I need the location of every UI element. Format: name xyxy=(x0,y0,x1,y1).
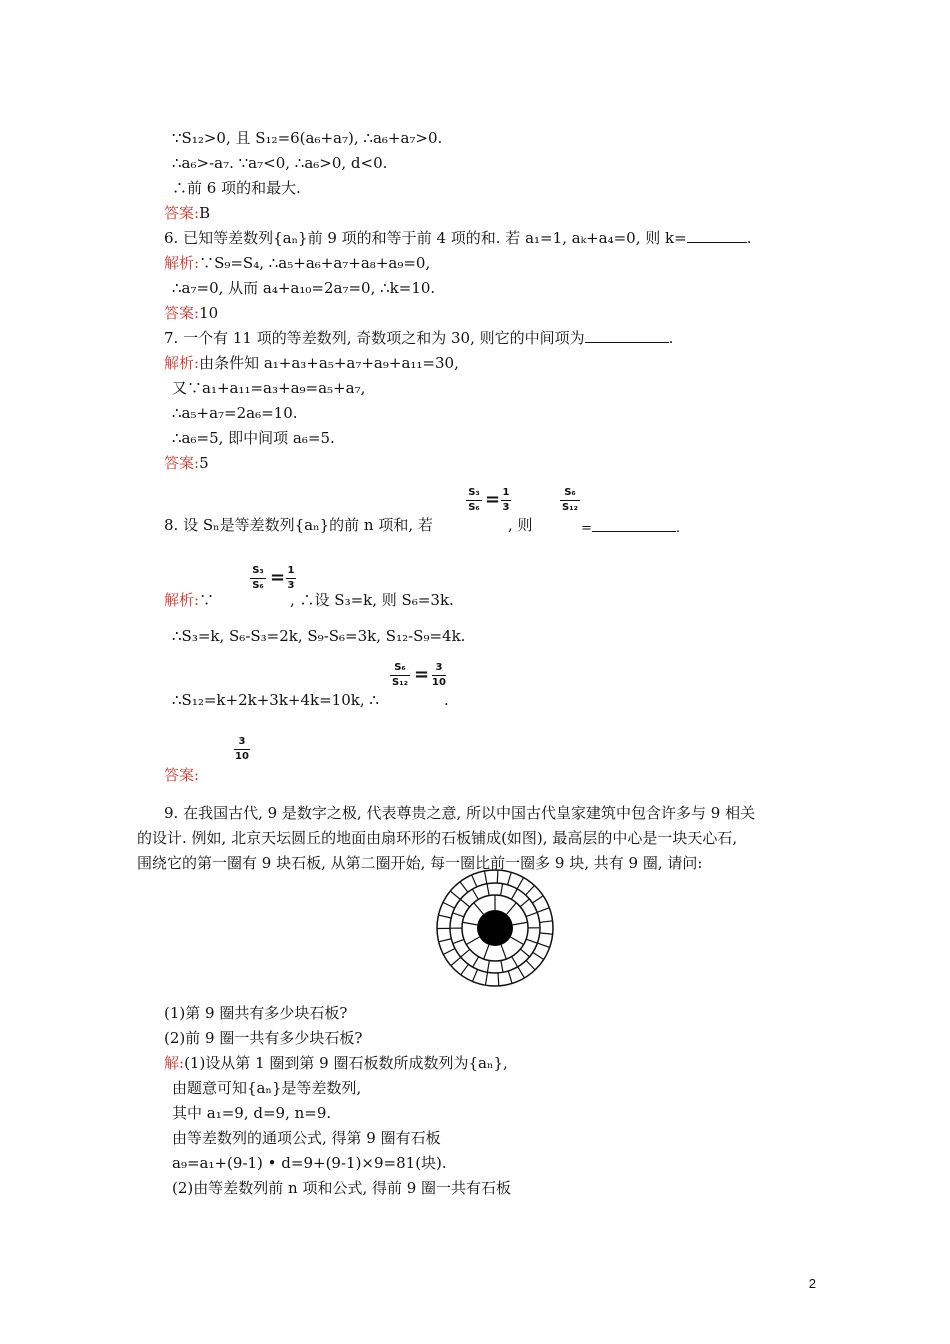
slab-divider-ring-3 xyxy=(537,943,549,947)
slab-divider-ring-3 xyxy=(439,939,452,942)
equals-sign: = xyxy=(414,664,430,685)
slab-divider-ring-3 xyxy=(517,878,523,889)
question-6 xyxy=(164,228,751,248)
solution-text: 由条件知 a₁+a₃+a₅+a₇+a₉+a₁₁=30, xyxy=(199,354,459,372)
slab-divider-ring-3 xyxy=(508,872,512,884)
slab-divider-ring-3 xyxy=(460,882,468,892)
solution-line: , ∴设 S₃=k, 则 S₆=3k. xyxy=(290,591,454,609)
slab-divider-ring-3 xyxy=(540,933,553,934)
slab-divider-ring-2 xyxy=(512,957,518,967)
solution-text: ∵S₉=S₄, ∴a₅+a₆+a₇+a₈+a₉=0, xyxy=(199,254,431,272)
slab-divider-ring-1 xyxy=(507,903,517,914)
answer-blank xyxy=(592,517,676,532)
answer-blank xyxy=(687,228,747,243)
fraction-s3-s6: S₃ S₆ xyxy=(466,487,482,514)
solution-line: a₉=a₁+(9-1) • d=9+(9-1)×9=81(块). xyxy=(172,1154,447,1172)
answer-label: 答案: xyxy=(164,204,200,222)
solution-line: 由题意可知{aₙ}是等差数列, xyxy=(172,1079,362,1097)
slab-divider-ring-3 xyxy=(472,969,477,981)
fraction-one-third: 1 3 xyxy=(502,487,510,513)
slab-divider-ring-2 xyxy=(526,912,537,916)
slab-divider-ring-3 xyxy=(526,885,535,895)
slab-divider-ring-3 xyxy=(540,921,553,923)
solution-line: ∴a₆>-a₇. ∵a₇<0, ∴a₆>0, d<0. xyxy=(172,154,388,172)
question-answer xyxy=(581,517,680,539)
slab-divider-ring-3 xyxy=(451,957,461,965)
slab-divider-ring-3 xyxy=(450,891,460,899)
question-text: 7. 一个有 11 项的等差数列, 奇数项之和为 30, 则它的中间项为 xyxy=(164,329,585,347)
slab-divider-ring-2 xyxy=(501,960,503,972)
slab-divider-ring-1 xyxy=(501,945,506,959)
question-text: , 则 xyxy=(508,516,533,534)
slab-divider-ring-3 xyxy=(472,875,477,887)
solution-text: (1)设从第 1 圈到第 9 圈石板数所成数列为{aₙ}, xyxy=(184,1054,508,1072)
solution-line: ∵S₁₂>0, 且 S₁₂=6(a₆+a₇), ∴a₆+a₇>0. xyxy=(172,129,443,147)
solution-label: 解析: xyxy=(164,254,200,272)
slab-divider-ring-3 xyxy=(497,870,498,883)
slab-divider-ring-3 xyxy=(532,896,543,903)
answer-line xyxy=(164,303,218,323)
slab-divider-ring-2 xyxy=(453,913,464,917)
solution-label: 解: xyxy=(164,1054,185,1072)
slab-divider-ring-2 xyxy=(487,961,489,973)
solution-label: 解析: xyxy=(164,591,200,609)
answer-line xyxy=(164,203,210,223)
slab-divider-ring-2 xyxy=(460,899,469,907)
slab-divider-ring-3 xyxy=(443,902,455,908)
equals-sign: = xyxy=(485,489,501,510)
solution-line: 由等差数列的通项公式, 得第 9 圈有石板 xyxy=(172,1129,441,1147)
slab-divider-ring-3 xyxy=(484,871,486,884)
slab-divider-ring-2 xyxy=(487,884,489,896)
solution-text: ∵ xyxy=(199,591,215,609)
slab-divider-ring-2 xyxy=(473,957,479,967)
fraction-s6-s12: S₆ S₁₂ xyxy=(390,662,410,689)
solution-line: ∴S₁₂=k+2k+3k+4k=10k, ∴ xyxy=(172,691,379,709)
slab-divider-ring-1 xyxy=(511,937,524,945)
equals-sign: = xyxy=(270,567,286,588)
sub-question: (1)第 9 圈共有多少块石板? xyxy=(164,1004,348,1022)
stone-disc-figure xyxy=(430,868,560,988)
question-7 xyxy=(164,328,673,348)
question-9-line: 的设计. 例如, 北京天坛圆丘的地面由扇环形的石板铺成(如图), 最高层的中心是一块天心石, xyxy=(137,829,738,847)
fraction-one-third: 1 3 xyxy=(287,565,295,591)
page-number: 2 xyxy=(808,1276,816,1291)
slab-divider-ring-2 xyxy=(501,884,503,896)
solution-line xyxy=(164,253,430,273)
answer-value: 5 xyxy=(199,454,209,472)
slab-divider-ring-1 xyxy=(484,945,489,959)
slab-divider-ring-3 xyxy=(533,952,544,959)
slab-divider-ring-1 xyxy=(513,922,528,925)
solution-line: ∴a₆=5, 即中间项 a₆=5. xyxy=(172,429,335,447)
solution-label: 解析: xyxy=(164,354,200,372)
solution-line: (2)由等差数列前 n 项和公式, 得前 9 圈一共有石板 xyxy=(172,1179,512,1197)
solution-line: 其中 a₁=9, d=9, n=9. xyxy=(172,1104,332,1122)
slab-divider-ring-2 xyxy=(453,939,464,943)
fraction-three-tenths: 3 10 xyxy=(432,662,446,688)
equals-sign: = xyxy=(581,521,592,536)
slab-divider-ring-2 xyxy=(526,939,537,943)
slab-divider-ring-1 xyxy=(474,903,484,914)
solution-line xyxy=(164,590,214,610)
answer-label: 答案: xyxy=(164,454,200,472)
answer-label: 答案: xyxy=(164,304,200,322)
punct: . xyxy=(668,329,674,347)
slab-divider-ring-3 xyxy=(461,964,469,974)
slab-divider-ring-1 xyxy=(466,937,479,945)
sub-question: (2)前 9 圈一共有多少块石板? xyxy=(164,1029,363,1047)
slab-divider-ring-3 xyxy=(526,960,535,969)
fraction-three-tenths: 3 10 xyxy=(235,736,249,762)
slab-divider-ring-2 xyxy=(520,899,529,907)
answer-blank xyxy=(585,328,669,343)
solution-line: ∴a₇=0, 从而 a₄+a₁₀=2a₇=0, ∴k=10. xyxy=(172,279,436,297)
solution-line: ∴S₃=k, S₆-S₃=2k, S₉-S₆=3k, S₁₂-S₉=4k. xyxy=(172,627,466,645)
punct: . xyxy=(444,691,449,709)
question-8: 8. 设 Sₙ是等差数列{aₙ}的前 n 项和, 若 xyxy=(164,516,433,534)
solution-line xyxy=(164,353,459,373)
slab-divider-ring-3 xyxy=(537,908,549,913)
answer-value: 10 xyxy=(199,304,219,322)
fraction-s6-s12: S₆ S₁₂ xyxy=(560,487,580,514)
slab-divider-ring-3 xyxy=(438,915,451,918)
slab-divider-ring-2 xyxy=(472,889,478,899)
answer-line xyxy=(164,765,199,785)
answer-value: B xyxy=(199,204,211,222)
punct: . xyxy=(675,521,681,536)
slab-divider-ring-3 xyxy=(485,972,487,985)
slab-divider-ring-3 xyxy=(498,973,499,986)
solution-line: ∴a₅+a₇=2a₆=10. xyxy=(172,404,298,422)
answer-label: 答案: xyxy=(164,766,200,784)
question-9: 9. 在我国古代, 9 是数字之极, 代表尊贵之意, 所以中国古代皇家建筑中包含许多与 9 相关 xyxy=(164,804,756,822)
slab-divider-ring-2 xyxy=(461,949,470,957)
solution-line: ∴前 6 项的和最大. xyxy=(172,179,301,197)
solution-line: 又∵a₁+a₁₁=a₃+a₉=a₅+a₇, xyxy=(172,379,366,397)
fraction-s3-s6: S₃ S₆ xyxy=(250,565,266,592)
question-9-line: 围绕它的第一圈有 9 块石板, 从第二圈开始, 每一圈比前一圈多 9 块, 共有 9 圈, 请问: xyxy=(137,854,703,872)
slab-divider-ring-3 xyxy=(443,949,455,955)
center-stone xyxy=(477,910,513,946)
slab-divider-ring-1 xyxy=(463,922,478,925)
slab-divider-ring-2 xyxy=(520,949,529,957)
slab-divider-ring-3 xyxy=(508,971,512,983)
solution-line xyxy=(164,1053,508,1073)
answer-line xyxy=(164,453,209,473)
question-text: 6. 已知等差数列{aₙ}前 9 项的和等于前 4 项的和. 若 a₁=1, aₖ+a₄=0, 则 k= xyxy=(164,229,687,247)
slab-divider-ring-2 xyxy=(511,889,517,899)
punct: . xyxy=(746,229,752,247)
slab-divider-ring-3 xyxy=(518,967,525,978)
